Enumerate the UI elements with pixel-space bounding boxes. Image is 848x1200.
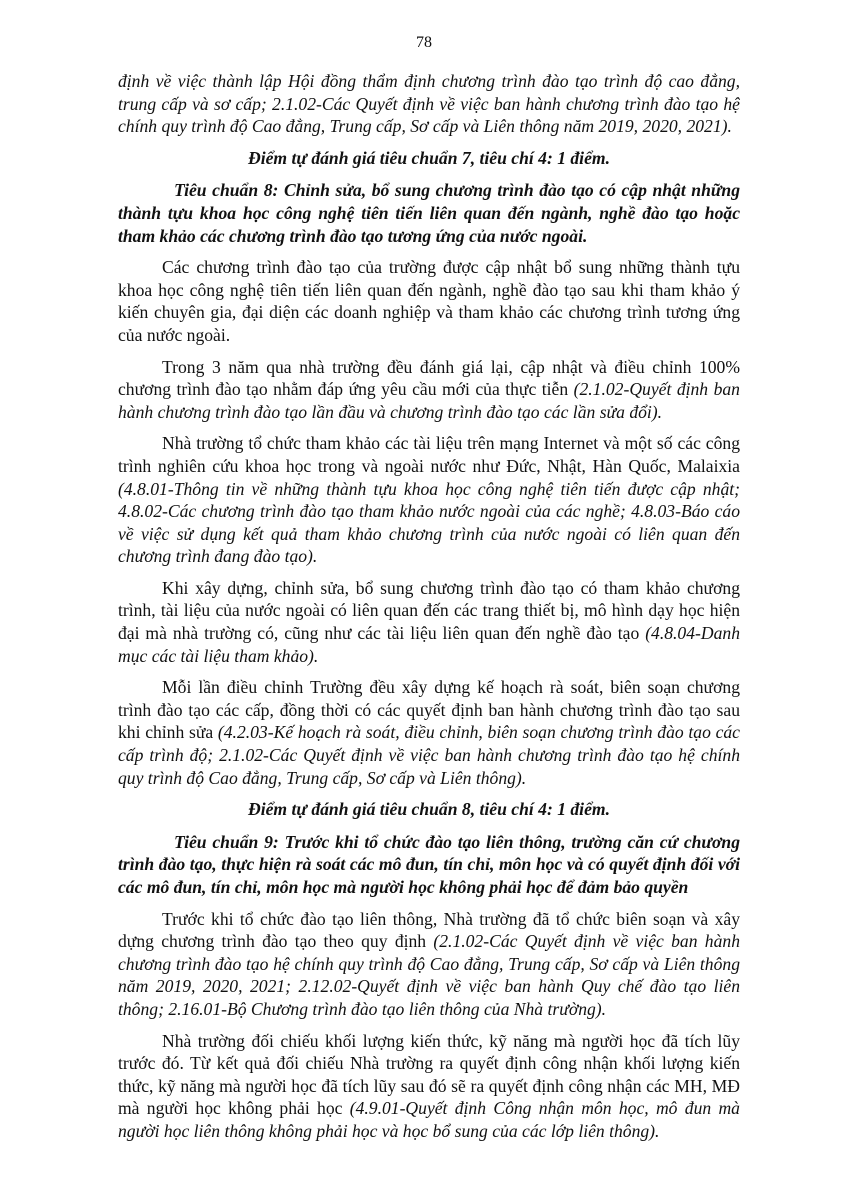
paragraph-2-evidence: (2.1.02-Quyết định ban hành chương trình đào tạo lần đầu và chương trình đào tạo các lần sửa đổi). [118,379,740,422]
paragraph-6 [118,908,740,1021]
paragraph-4-text: Khi xây dựng, chỉnh sửa, bổ sung chương trình đào tạo có tham khảo chương trình, tài liệu của nước ngoài có liên quan đến các trang thiết bị, mô hình dạy học hiện đại mà nhà trường có, cũng như các tài liệu liên quan đến nghề đào tạo [118,577,740,644]
paragraph-6-text: Trước khi tổ chức đào tạo liên thông, Nhà trường đã tổ chức biên soạn và xây dựng chương trình đào tạo theo quy định [118,908,740,952]
standard-9-heading: Tiêu chuẩn 9: Trước khi tổ chức đào tạo liên thông, trường căn cứ chương trình đào tạo, thực hiện rà soát các mô đun, tín chỉ, môn học và có quyết định đối với các mô đun, tín chỉ, môn học mà người học không phải học để đảm bảo quyền [118,831,740,897]
paragraph-7-evidence: (4.9.01-Quyết định Công nhận môn học, mô đun mà người học liên thông không phải học và học bổ sung của các lớp liên thông). [118,1098,740,1141]
paragraph-4-evidence: (4.8.04-Danh mục các tài liệu tham khảo). [118,623,740,666]
paragraph-7 [118,1030,740,1143]
paragraph-6-evidence: (2.1.02-Các Quyết định về việc ban hành chương trình đào tạo hệ chính quy trình độ Cao đẳng, Trung cấp, Sơ cấp và Liên thông năm 2019, 2020, 2021; 2.12.02-Quyết định về việc ban hành Quy chế đào tạo liên thông; 2.16.01-Bộ Chương trình đào tạo liên thông của Nhà trường). [118,931,740,1019]
paragraph-1: Các chương trình đào tạo của trường được cập nhật bổ sung những thành tựu khoa học công nghệ tiên tiến liên quan đến ngành, nghề đào tạo sau khi tham khảo ý kiến chuyên gia, đại diện các doanh nghiệp và tham khảo các chương trình tương ứng của nước ngoài. [118,257,740,345]
paragraph-2 [118,356,740,424]
continued-paragraph: định về việc thành lập Hội đồng thẩm định chương trình đào tạo trình độ cao đẳng, trung cấp và sơ cấp; 2.1.02-Các Quyết định về việc ban hành chương trình đào tạo hệ chính quy trình độ Cao đẳng, Trung cấp, Sơ cấp và Liên thông năm 2019, 2020, 2021). [118,71,740,137]
paragraph-3 [118,432,740,568]
page-body [118,70,740,1152]
paragraph-3-text: Nhà trường tổ chức tham khảo các tài liệu trên mạng Internet và một số các công trình nghiên cứu khoa học trong và ngoài nước như Đức, Nhật, Hàn Quốc, Malaixia [118,433,740,476]
score-standard-8: Điểm tự đánh giá tiêu chuẩn 8, tiêu chí 4: 1 điểm. [248,799,610,820]
paragraph-3-evidence: (4.8.01-Thông tin về những thành tựu khoa học công nghệ tiên tiến được cập nhật; 4.8.02-Các chương trình đào tạo tham khảo nước ngoài của các nghề; 4.8.03-Báo cáo về việc sử dụng kết quả tham khảo chương trình của nước ngoài có liên quan đến chương trình đang đào tạo). [118,478,740,567]
standard-8-heading: Tiêu chuẩn 8: Chỉnh sửa, bổ sung chương trình đào tạo có cập nhật những thành tựu khoa học công nghệ tiên tiến liên quan đến ngành, nghề đào tạo hoặc tham khảo các chương trình đào tạo tương ứng của nước ngoài. [118,180,740,246]
paragraph-5-evidence: (4.2.03-Kế hoạch rà soát, điều chỉnh, biên soạn chương trình đào tạo các cấp trình độ; 2.1.02-Các Quyết định về việc ban hành chương trình đào tạo hệ chính quy trình độ Cao đẳng, Trung cấp, Sơ cấp và Liên thông). [118,722,740,788]
score-standard-7: Điểm tự đánh giá tiêu chuẩn 7, tiêu chí 4: 1 điểm. [248,147,610,168]
paragraph-5 [118,676,740,789]
page-number: 78 [416,34,432,51]
paragraph-5-text: Mỗi lần điều chỉnh Trường đều xây dựng kế hoạch rà soát, biên soạn chương trình đào tạo các cấp, đồng thời có các quyết định ban hành chương trình đào tạo sau khi chỉnh sửa [118,677,740,743]
paragraph-2-text: Trong 3 năm qua nhà trường đều đánh giá lại, cập nhật và điều chỉnh 100% chương trình đào tạo nhằm đáp ứng yêu cầu mới của thực tiễn [118,356,740,400]
paragraph-7-text: Nhà trường đối chiếu khối lượng kiến thức, kỹ năng mà người học đã tích lũy trước đó. Từ kết quả đối chiếu Nhà trường ra quyết định công nhận khối lượng kiến thức, kỹ năng mà người học đã tích lũy sau đó sẽ ra quyết định công nhận các MH, MĐ mà người học không phải học [118,1030,740,1119]
paragraph-4 [118,577,740,667]
